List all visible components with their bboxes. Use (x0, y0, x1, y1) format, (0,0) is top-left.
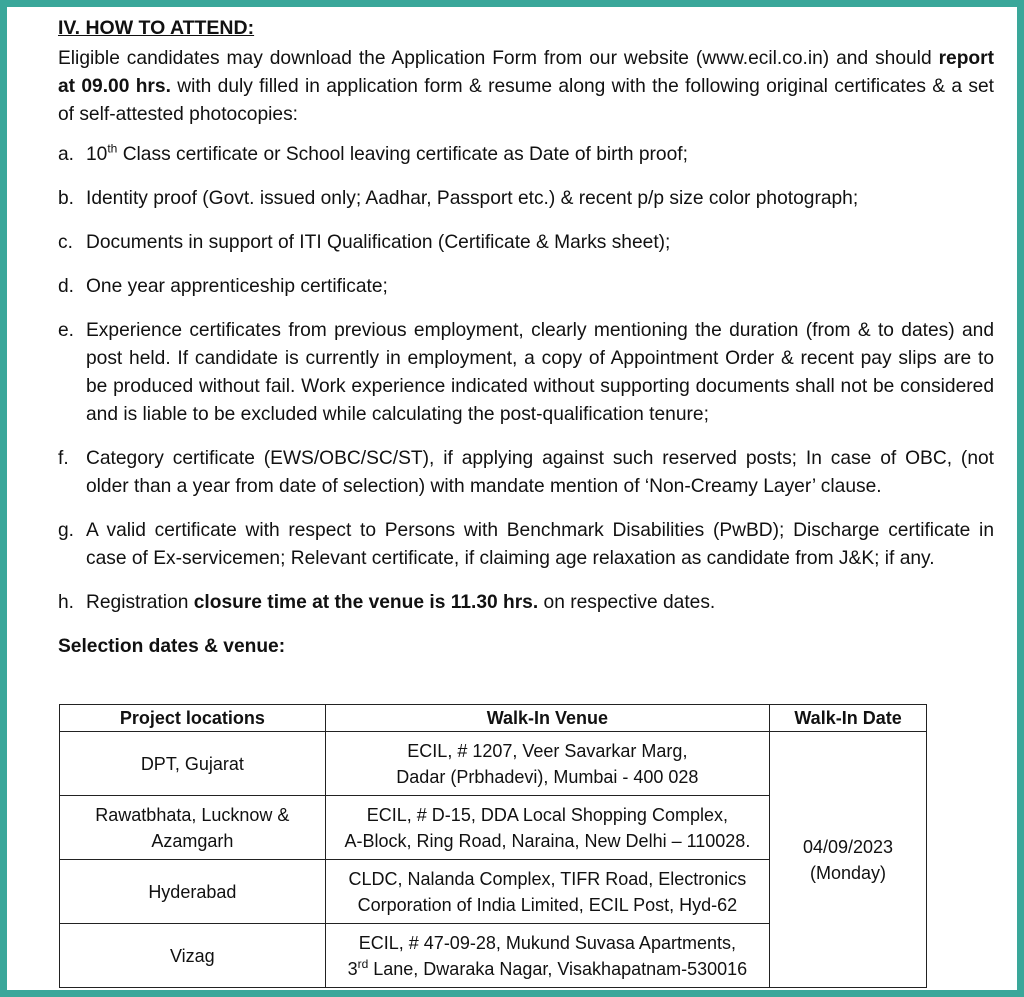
intro-bold-time: report at 09.00 hrs. (58, 48, 994, 97)
item-a-text-rest: Class certificate or School leaving certificate as Date of birth proof; (117, 144, 688, 165)
list-marker: f. (58, 448, 69, 469)
venue-line: ECIL, # 1207, Veer Savarkar Marg, (407, 740, 688, 761)
venue-line: ECIL, # 47-09-28, Mukund Suvasa Apartments, (358, 932, 736, 953)
venue-line (332, 956, 763, 982)
list-item-f (58, 445, 994, 501)
list-item-b (58, 185, 994, 213)
venue-line: CLDC, Nalanda Complex, TIFR Road, Electronics (348, 868, 747, 889)
venue-line: ECIL, # D-15, DDA Local Shopping Complex, (366, 804, 728, 825)
venue-cell (325, 732, 769, 796)
date-cell (770, 732, 927, 988)
list-item-e (58, 317, 994, 429)
venue-text: 3 (347, 958, 358, 979)
list-marker: d. (58, 276, 75, 297)
item-a-superscript: th (107, 141, 118, 156)
item-h-text-rest: on respective dates. (538, 592, 716, 613)
requirements-list (58, 141, 994, 617)
walkin-day: (Monday) (810, 862, 887, 883)
list-item-h (58, 589, 994, 617)
venue-superscript: rd (357, 956, 369, 971)
list-marker: a. (58, 144, 75, 165)
table-header-row (60, 705, 927, 732)
item-c-text: Documents in support of ITI Qualification (Certificate & Marks sheet); (86, 232, 671, 253)
venue-line: Dadar (Prbhadevi), Mumbai - 400 028 (396, 766, 699, 787)
header-walkin-date: Walk-In Date (770, 705, 927, 732)
list-marker: g. (58, 520, 75, 541)
item-e-text: Experience certificates from previous employment, clearly mentioning the duration (from & to dates) and post held. If candidate is currently in employment, a copy of Appointment Order & recent pay slips are to be produced without fail. Work experience indicated without supporting documents shall not be considered and is liable to be excluded while calculating the post-qualification tenure; (86, 320, 994, 425)
location-cell (60, 796, 326, 860)
item-d-text: One year apprenticeship certificate; (86, 276, 388, 297)
list-item-g (58, 517, 994, 573)
item-g-text: A valid certificate with respect to Persons with Benchmark Disabilities (PwBD); Discharge certificate in case of Ex-servicemen; Relevant certificate, if claiming age relaxation as candidate from J&K; if any. (86, 520, 994, 569)
walkin-date: 04/09/2023 (802, 836, 894, 857)
intro-text-1: Eligible candidates may download the Application Form from our website (www.ecil.co.in) and should (58, 48, 939, 69)
venue-line: Corporation of India Limited, ECIL Post, Hyd-62 (357, 894, 738, 915)
location-line: Azamgarh (151, 830, 234, 851)
venue-text-rest: Lane, Dwaraka Nagar, Visakhapatnam-530016 (368, 958, 748, 979)
section-heading: IV. HOW TO ATTEND: (58, 17, 255, 39)
venue-line: A-Block, Ring Road, Naraina, New Delhi – 110028. (344, 830, 751, 851)
list-marker: e. (58, 320, 75, 341)
item-h-bold: closure time at the venue is 11.30 hrs. (193, 592, 539, 613)
item-f-text: Category certificate (EWS/OBC/SC/ST), if applying against such reserved posts; In case of OBC, (not older than a year from date of selection) with mandate mention of ‘Non-Creamy Layer’ clause. (86, 448, 994, 497)
venue-cell (325, 924, 769, 988)
item-b-text: Identity proof (Govt. issued only; Aadhar, Passport etc.) & recent p/p size color photograph; (86, 188, 859, 209)
location-cell: DPT, Gujarat (60, 732, 326, 796)
list-marker: h. (58, 592, 75, 613)
location-cell: Vizag (60, 924, 326, 988)
table-row (60, 732, 927, 796)
list-item-a (58, 141, 994, 169)
venue-cell (325, 796, 769, 860)
intro-paragraph (58, 45, 994, 129)
header-walkin-venue: Walk-In Venue (325, 705, 769, 732)
location-line: Rawatbhata, Lucknow & (95, 804, 290, 825)
intro-text-2: with duly filled in application form & resume along with the following original certificates & a set of self-attested photocopies: (58, 76, 994, 125)
selection-title: Selection dates & venue: (58, 636, 286, 657)
document-body (58, 13, 994, 661)
item-a-text: 10 (86, 144, 108, 165)
list-marker: b. (58, 188, 75, 209)
venue-cell (325, 860, 769, 924)
list-item-c (58, 229, 994, 257)
header-project-locations: Project locations (60, 705, 326, 732)
venue-table (59, 704, 927, 988)
location-cell: Hyderabad (60, 860, 326, 924)
list-item-d (58, 273, 994, 301)
item-h-text: Registration (86, 592, 194, 613)
list-marker: c. (58, 232, 73, 253)
